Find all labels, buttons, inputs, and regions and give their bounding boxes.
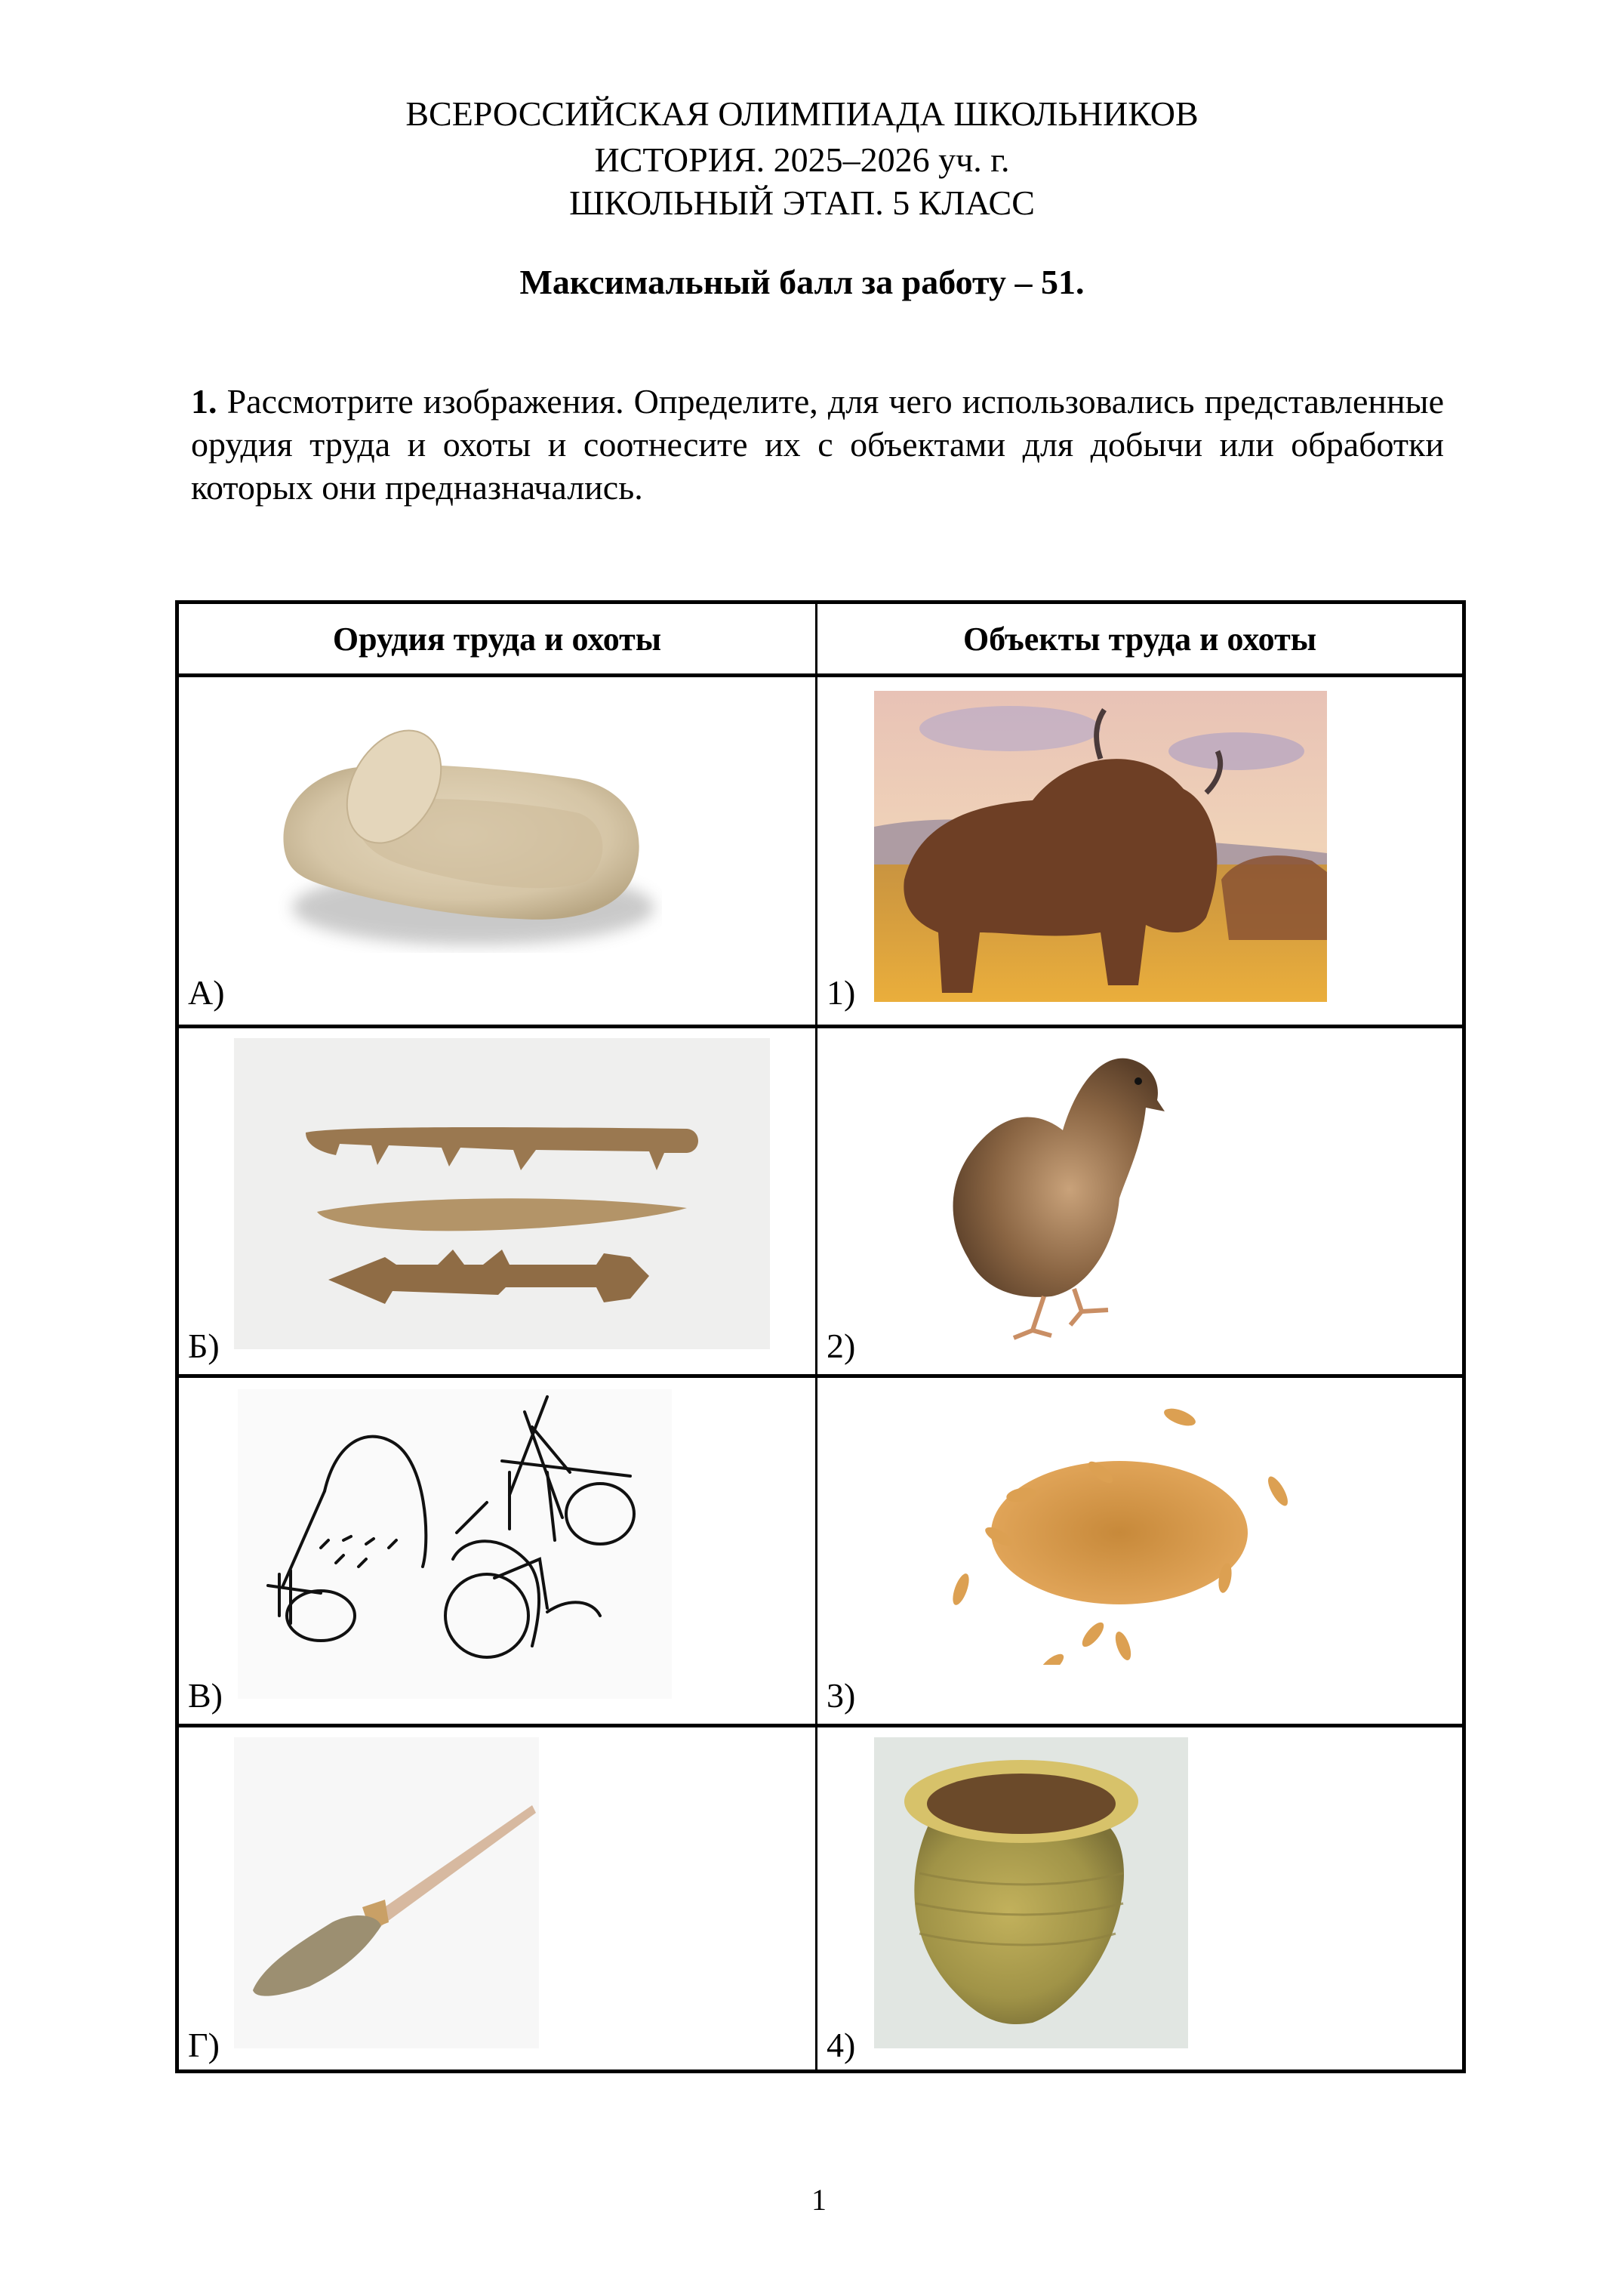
label-c: В) (188, 1676, 223, 1715)
clay-pot-image (874, 1737, 1188, 2048)
object-cell-4 (817, 1727, 1462, 2073)
tool-cell-d (179, 1727, 815, 2073)
grinding-stone-image (254, 719, 662, 960)
subject-year: ИСТОРИЯ. 2025–2026 уч. г. (594, 140, 1010, 179)
tool-cell-b (179, 1028, 815, 1374)
stage-grade: ШКОЛЬНЫЙ ЭТАП. 5 КЛАСС (569, 183, 1035, 222)
harpoons-image (234, 1038, 770, 1349)
question-number: 1. (191, 382, 217, 421)
grain-image (923, 1408, 1316, 1665)
label-3: 3) (827, 1676, 856, 1715)
quail-image (901, 1040, 1172, 1342)
matching-table (175, 600, 1466, 2073)
label-a: А) (188, 973, 225, 1012)
tool-cell-a (179, 677, 815, 1025)
label-2: 2) (827, 1327, 856, 1365)
max-score: Максимальный балл за работу – 51. (519, 263, 1085, 301)
label-d: Г) (188, 2026, 220, 2064)
bison-image (874, 691, 1327, 1002)
question-1 (191, 380, 1444, 509)
page-number: 1 (811, 2183, 827, 2217)
label-1: 1) (827, 973, 856, 1012)
olympiad-title: ВСЕРОССИЙСКАЯ ОЛИМПИАДА ШКОЛЬНИКОВ (405, 94, 1199, 133)
header-tools: Орудия труда и охоты (332, 620, 662, 658)
label-4: 4) (827, 2026, 856, 2064)
object-cell-2 (817, 1028, 1462, 1374)
header-objects: Объекты труда и охоты (962, 620, 1317, 658)
question-text: Рассмотрите изображения. Определите, для чего использовались представленные орудия труда и охоты и соотнесите их с объектами для добычи или обработки которых они предназначались. (191, 382, 1444, 507)
snares-drawing-image (238, 1389, 672, 1699)
object-cell-1 (817, 677, 1462, 1025)
label-b: Б) (188, 1327, 220, 1365)
object-cell-3 (817, 1378, 1462, 1724)
spear-image (234, 1737, 539, 2048)
tool-cell-c (179, 1378, 815, 1724)
